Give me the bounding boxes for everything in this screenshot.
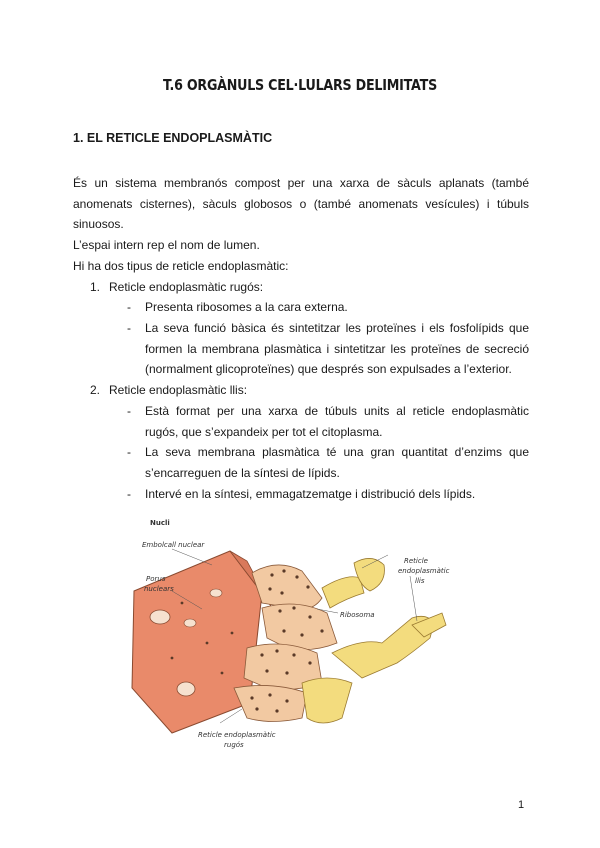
intro-paragraph: És un sistema membranós compost per una xarxa de sàculs aplanats (també anomenats cisternes), sàculs globosos o (també anomenats vesícules) i túbuls sinuosos. xyxy=(73,176,529,231)
bullet-text: Està format per una xarxa de túbuls units al reticle endoplasmàtic rugós, que s’expandeix per tot el citoplasma. xyxy=(145,404,529,439)
figure-label-nucli: Nucli xyxy=(150,519,170,527)
bullet-item xyxy=(127,318,529,380)
nuclear-pore xyxy=(150,610,170,624)
figure-label-embolcall: Embolcall nuclear xyxy=(142,541,205,549)
bullet-marker: - xyxy=(127,321,131,335)
list-item-smooth-er xyxy=(90,380,247,401)
nuclear-pore xyxy=(177,682,195,696)
list-item-rough-er xyxy=(90,277,263,298)
bullet-marker: - xyxy=(127,487,131,501)
bullet-text: La seva funció bàsica és sintetitzar les proteïnes i els fosfolípids que formen la membrana plasmàtica i sintetitzar les proteïnes de secreció (normalment glicoproteïnes) que després son expulsades a l’exterior. xyxy=(145,321,529,376)
section-heading: 1. EL RETICLE ENDOPLASMÀTIC xyxy=(73,131,273,145)
bullet-marker: - xyxy=(127,300,131,314)
list-item-label: Reticle endoplasmàtic llis: xyxy=(109,383,248,397)
page-number: 1 xyxy=(518,799,525,811)
bullet-text: La seva membrana plasmàtica té una gran quantitat d’enzims que s’encarreguen de la síntesi de lípids. xyxy=(145,445,529,480)
list-item-label: Reticle endoplasmàtic rugós: xyxy=(109,280,264,294)
nuclear-pore xyxy=(210,589,222,597)
figure-label-porus-2: nuclears xyxy=(144,585,174,593)
er-illustration xyxy=(112,513,452,763)
figure-label-rer: Reticle endoplasmàtic xyxy=(198,731,276,739)
endoplasmic-reticulum-figure xyxy=(112,513,452,763)
bullet-item xyxy=(127,484,529,505)
figure-label-rel: Reticle xyxy=(404,557,428,565)
types-sentence: Hi ha dos tipus de reticle endoplasmàtic: xyxy=(73,259,289,273)
bullet-item xyxy=(127,401,529,442)
figure-label-rer-2: rugós xyxy=(224,741,244,749)
figure-label-ribosoma: Ribosoma xyxy=(340,611,375,619)
page-title: T.6 ORGÀNULS CEL·LULARS DELIMITATS xyxy=(163,76,437,94)
figure-label-rel-3: llis xyxy=(415,577,425,585)
list-number: 2. xyxy=(90,383,101,397)
figure-label-porus: Porus xyxy=(146,575,166,583)
bullet-item xyxy=(127,442,529,483)
bullet-marker: - xyxy=(127,445,131,459)
list-number: 1. xyxy=(90,280,101,294)
nuclear-pore xyxy=(184,619,196,627)
figure-label-rel-2: endoplasmàtic xyxy=(398,567,450,575)
bullet-item xyxy=(127,297,529,318)
bullet-text: Presenta ribosomes a la cara externa. xyxy=(145,300,348,314)
bullet-marker: - xyxy=(127,404,131,418)
lumen-sentence: L’espai intern rep el nom de lumen. xyxy=(73,238,260,252)
bullet-text: Intervé en la síntesi, emmagatzematge i distribució dels lípids. xyxy=(145,487,476,501)
